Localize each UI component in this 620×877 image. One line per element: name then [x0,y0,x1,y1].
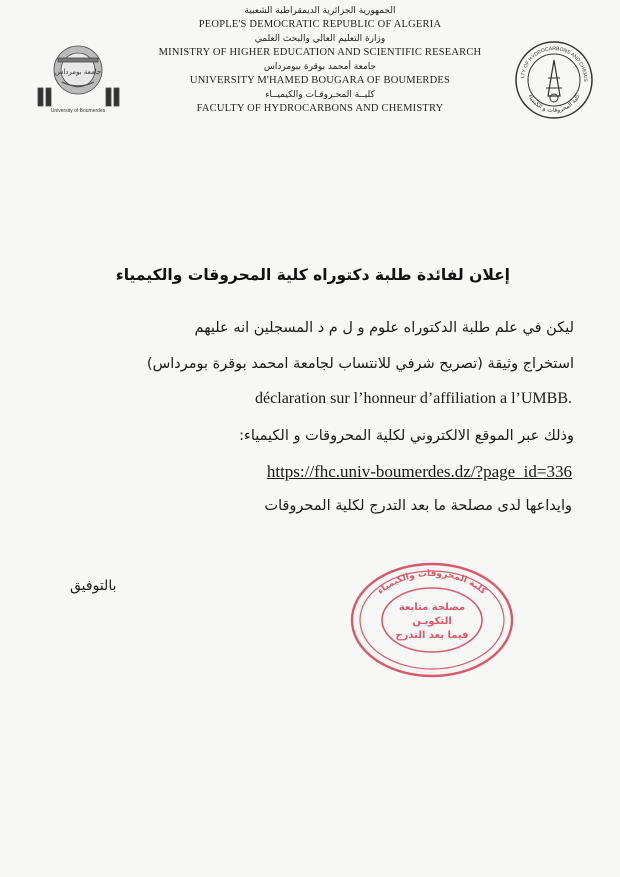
header-en-ministry: MINISTRY OF HIGHER EDUCATION AND SCIENTIFIC RESEARCH [158,47,482,58]
closing-text: بالتوفيق [70,578,117,594]
svg-text:FACULTY OF HYDROCARBONS AND CH [512,38,588,82]
body-line-6: وايداعها لدى مصلحة ما بعد التدرج لكلية المحروقات [264,498,572,514]
stamp-center-line-2: التكويـن [412,616,452,627]
stamp-center-line-1: مصلحة متابعة [398,602,466,613]
left-logo-en: University of Boumerdes [50,108,106,114]
faculty-website-link[interactable]: https://fhc.univ-boumerdes.dz/?page_id=336 [266,462,572,481]
svg-text:كلية المحروقات والكيمياء [376,569,489,597]
university-logo [28,38,128,118]
body-line-4: وذلك عبر الموقع الالكتروني لكلية المحروقات و الكيمياء: [239,428,574,444]
letterhead [130,4,510,116]
stamp-center-line-3: فيما بعد التدرج [395,630,469,641]
header-ar-ministry: وزارة التعليم العالي والبحث العلمي [254,34,386,44]
header-ar-faculty: كليــة المحـروقـات والكيميــاء [265,90,375,100]
stamp-ring-text: كلية المحروقات والكيمياء [375,568,489,597]
left-logo-ar: جامعة بومرداس [54,68,102,76]
right-logo-ar: كلية المحروقات و الكيمياء [526,93,582,115]
body-line-1: ليكن في علم طلبة الدكتوراه علوم و ل م د المسجلين انه عليهم [194,320,574,336]
body-line-french: déclaration sur l’honneur d’affiliation a l’UMBB. [255,390,572,407]
header-ar-university: جامعة أمحمد بوقرة ببومرداس [263,62,377,72]
header-ar-republic: الجمهورية الجزائرية الديمقراطية الشعبية [244,6,396,16]
announcement-title: إعلان لفائدة طلبة دكتوراه كلية المحروقات والكيمياء [115,266,510,284]
right-logo-en: LTY OF HYDROCARBONS AND CHEMIS [520,45,589,82]
faculty-logo [512,38,596,122]
body-line-2: استخراج وثيقة (تصريح شرفي للانتساب لجامعة امحمد بوقرة بومرداس) [146,356,574,372]
official-stamp [348,560,516,678]
header-en-university: UNIVERSITY M'HAMED BOUGARA OF BOUMERDES [189,75,451,86]
header-en-faculty: FACULTY OF HYDROCARBONS AND CHEMISTRY [196,103,444,114]
header-en-republic: PEOPLE'S DEMOCRATIC REPUBLIC OF ALGERIA [198,19,442,30]
